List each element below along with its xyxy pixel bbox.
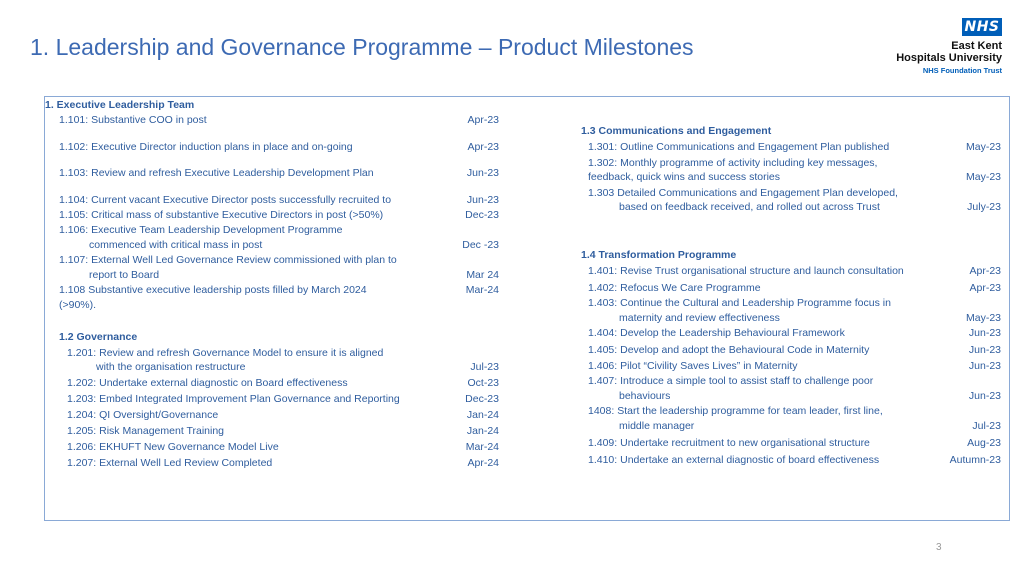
- section-heading-communications: 1.3 Communications and Engagement: [581, 125, 772, 137]
- milestone-1-403-date: May-23: [965, 312, 1001, 324]
- milestone-1-410: 1.410: Undertake an external diagnostic of board effectiveness: [588, 454, 880, 466]
- milestone-1-104: 1.104: Current vacant Executive Director posts successfully recruited to: [59, 194, 392, 206]
- milestone-1-302-cont: feedback, quick wins and success stories: [588, 171, 781, 183]
- milestone-1-405: 1.405: Develop and adopt the Behavioural Code in Maternity: [588, 344, 870, 356]
- section-heading-transformation: 1.4 Transformation Programme: [581, 249, 737, 261]
- foundation-trust-label: NHS Foundation Trust: [922, 66, 1002, 75]
- milestone-1-401-date: Apr-23: [969, 265, 1001, 277]
- milestone-1-103: 1.103: Review and refresh Executive Leadership Development Plan: [59, 167, 374, 179]
- milestone-1-107-date: Mar 24: [466, 269, 499, 281]
- milestone-1-207-date: Apr-24: [467, 457, 499, 469]
- milestone-1408-date: Jul-23: [972, 420, 1001, 432]
- milestone-1408-cont: middle manager: [619, 420, 695, 432]
- milestone-1-201-date: Jul-23: [470, 361, 499, 373]
- org-name-line1: East Kent: [951, 40, 1002, 52]
- milestone-1-102: 1.102: Executive Director induction plans in place and on-going: [59, 141, 353, 153]
- milestone-1-402: 1.402: Refocus We Care Programme: [588, 282, 761, 294]
- milestone-1-203: 1.203: Embed Integrated Improvement Plan Governance and Reporting: [67, 393, 400, 405]
- section-heading-governance: 1.2 Governance: [59, 331, 138, 343]
- page-title: 1. Leadership and Governance Programme – Product Milestones: [30, 34, 694, 60]
- milestone-1-106-cont: commenced with critical mass in post: [89, 239, 263, 251]
- milestone-1-303: 1.303 Detailed Communications and Engagement Plan developed,: [588, 187, 898, 199]
- milestone-1-406: 1.406: Pilot “Civility Saves Lives” in Maternity: [588, 360, 798, 372]
- milestone-1-202-date: Oct-23: [467, 377, 499, 389]
- nhs-logo: [880, 18, 1004, 76]
- milestone-1-301: 1.301: Outline Communications and Engagement Plan published: [588, 141, 890, 153]
- milestone-1-108: 1.108 Substantive executive leadership posts filled by March 2024: [59, 284, 367, 296]
- milestone-1-108-date: Mar-24: [465, 284, 499, 296]
- milestone-1-404: 1.404: Develop the Leadership Behavioural Framework: [588, 327, 845, 339]
- milestone-1-205: 1.205: Risk Management Training: [67, 425, 225, 437]
- milestone-1-401: 1.401: Revise Trust organisational structure and launch consultation: [588, 265, 904, 277]
- milestone-1-407-cont: behaviours: [619, 390, 671, 402]
- milestone-1-101: 1.101: Substantive COO in post: [59, 114, 207, 126]
- milestone-1-303-date: July-23: [967, 201, 1001, 213]
- milestone-1-409-date: Aug-23: [967, 437, 1001, 449]
- milestone-1-201-cont: with the organisation restructure: [96, 361, 246, 373]
- milestone-1-105-date: Dec-23: [465, 209, 499, 221]
- milestone-1-107-cont: report to Board: [89, 269, 160, 281]
- milestone-1-204: 1.204: QI Oversight/Governance: [67, 409, 219, 421]
- milestone-1-301-date: May-23: [965, 141, 1001, 153]
- milestone-1408: 1408: Start the leadership programme for team leader, first line,: [588, 405, 883, 417]
- milestone-1-102-date: Apr-23: [467, 141, 499, 153]
- milestone-1-406-date: Jun-23: [968, 360, 1001, 372]
- milestone-1-407-date: Jun-23: [968, 390, 1001, 402]
- milestone-1-206: 1.206: EKHUFT New Governance Model Live: [67, 441, 279, 453]
- org-name-line2: Hospitals University: [896, 52, 1002, 64]
- milestone-1-202: 1.202: Undertake external diagnostic on Board effectiveness: [67, 377, 348, 389]
- milestone-1-104-date: Jun-23: [466, 194, 499, 206]
- milestone-1-204-date: Jan-24: [466, 409, 499, 421]
- milestone-1-303-cont: based on feedback received, and rolled out across Trust: [619, 201, 880, 213]
- milestone-1-403-cont: maternity and review effectiveness: [619, 312, 780, 324]
- milestone-1-409: 1.409: Undertake recruitment to new organisational structure: [588, 437, 870, 449]
- milestone-1-205-date: Jan-24: [466, 425, 499, 437]
- page-number: 3: [936, 542, 942, 553]
- milestone-1-106: 1.106: Executive Team Leadership Development Programme: [59, 224, 343, 236]
- milestone-1-302-date: May-23: [965, 171, 1001, 183]
- milestone-1-106-date: Dec -23: [462, 239, 499, 251]
- milestone-1-402-date: Apr-23: [969, 282, 1001, 294]
- milestone-1-403: 1.403: Continue the Cultural and Leadership Programme focus in: [588, 297, 891, 309]
- milestone-1-302: 1.302: Monthly programme of activity including key messages,: [588, 157, 878, 169]
- milestone-1-103-date: Jun-23: [466, 167, 499, 179]
- milestone-1-203-date: Dec-23: [465, 393, 499, 405]
- milestone-1-206-date: Mar-24: [465, 441, 499, 453]
- milestone-1-201: 1.201: Review and refresh Governance Model to ensure it is aligned: [67, 347, 384, 359]
- milestone-1-107: 1.107: External Well Led Governance Review commissioned with plan to: [59, 254, 397, 266]
- milestone-1-108-cont: (>90%).: [59, 299, 97, 311]
- section-heading-executive-leadership: 1. Executive Leadership Team: [45, 99, 195, 111]
- nhs-badge: NHS: [962, 18, 1002, 36]
- milestone-1-405-date: Jun-23: [968, 344, 1001, 356]
- milestone-1-105: 1.105: Critical mass of substantive Executive Directors in post (>50%): [59, 209, 384, 221]
- milestone-1-404-date: Jun-23: [968, 327, 1001, 339]
- milestone-1-407: 1.407: Introduce a simple tool to assist staff to challenge poor: [588, 375, 874, 387]
- milestone-1-101-date: Apr-23: [467, 114, 499, 126]
- milestone-1-410-date: Autumn-23: [949, 454, 1001, 466]
- milestone-1-207: 1.207: External Well Led Review Completed: [67, 457, 273, 469]
